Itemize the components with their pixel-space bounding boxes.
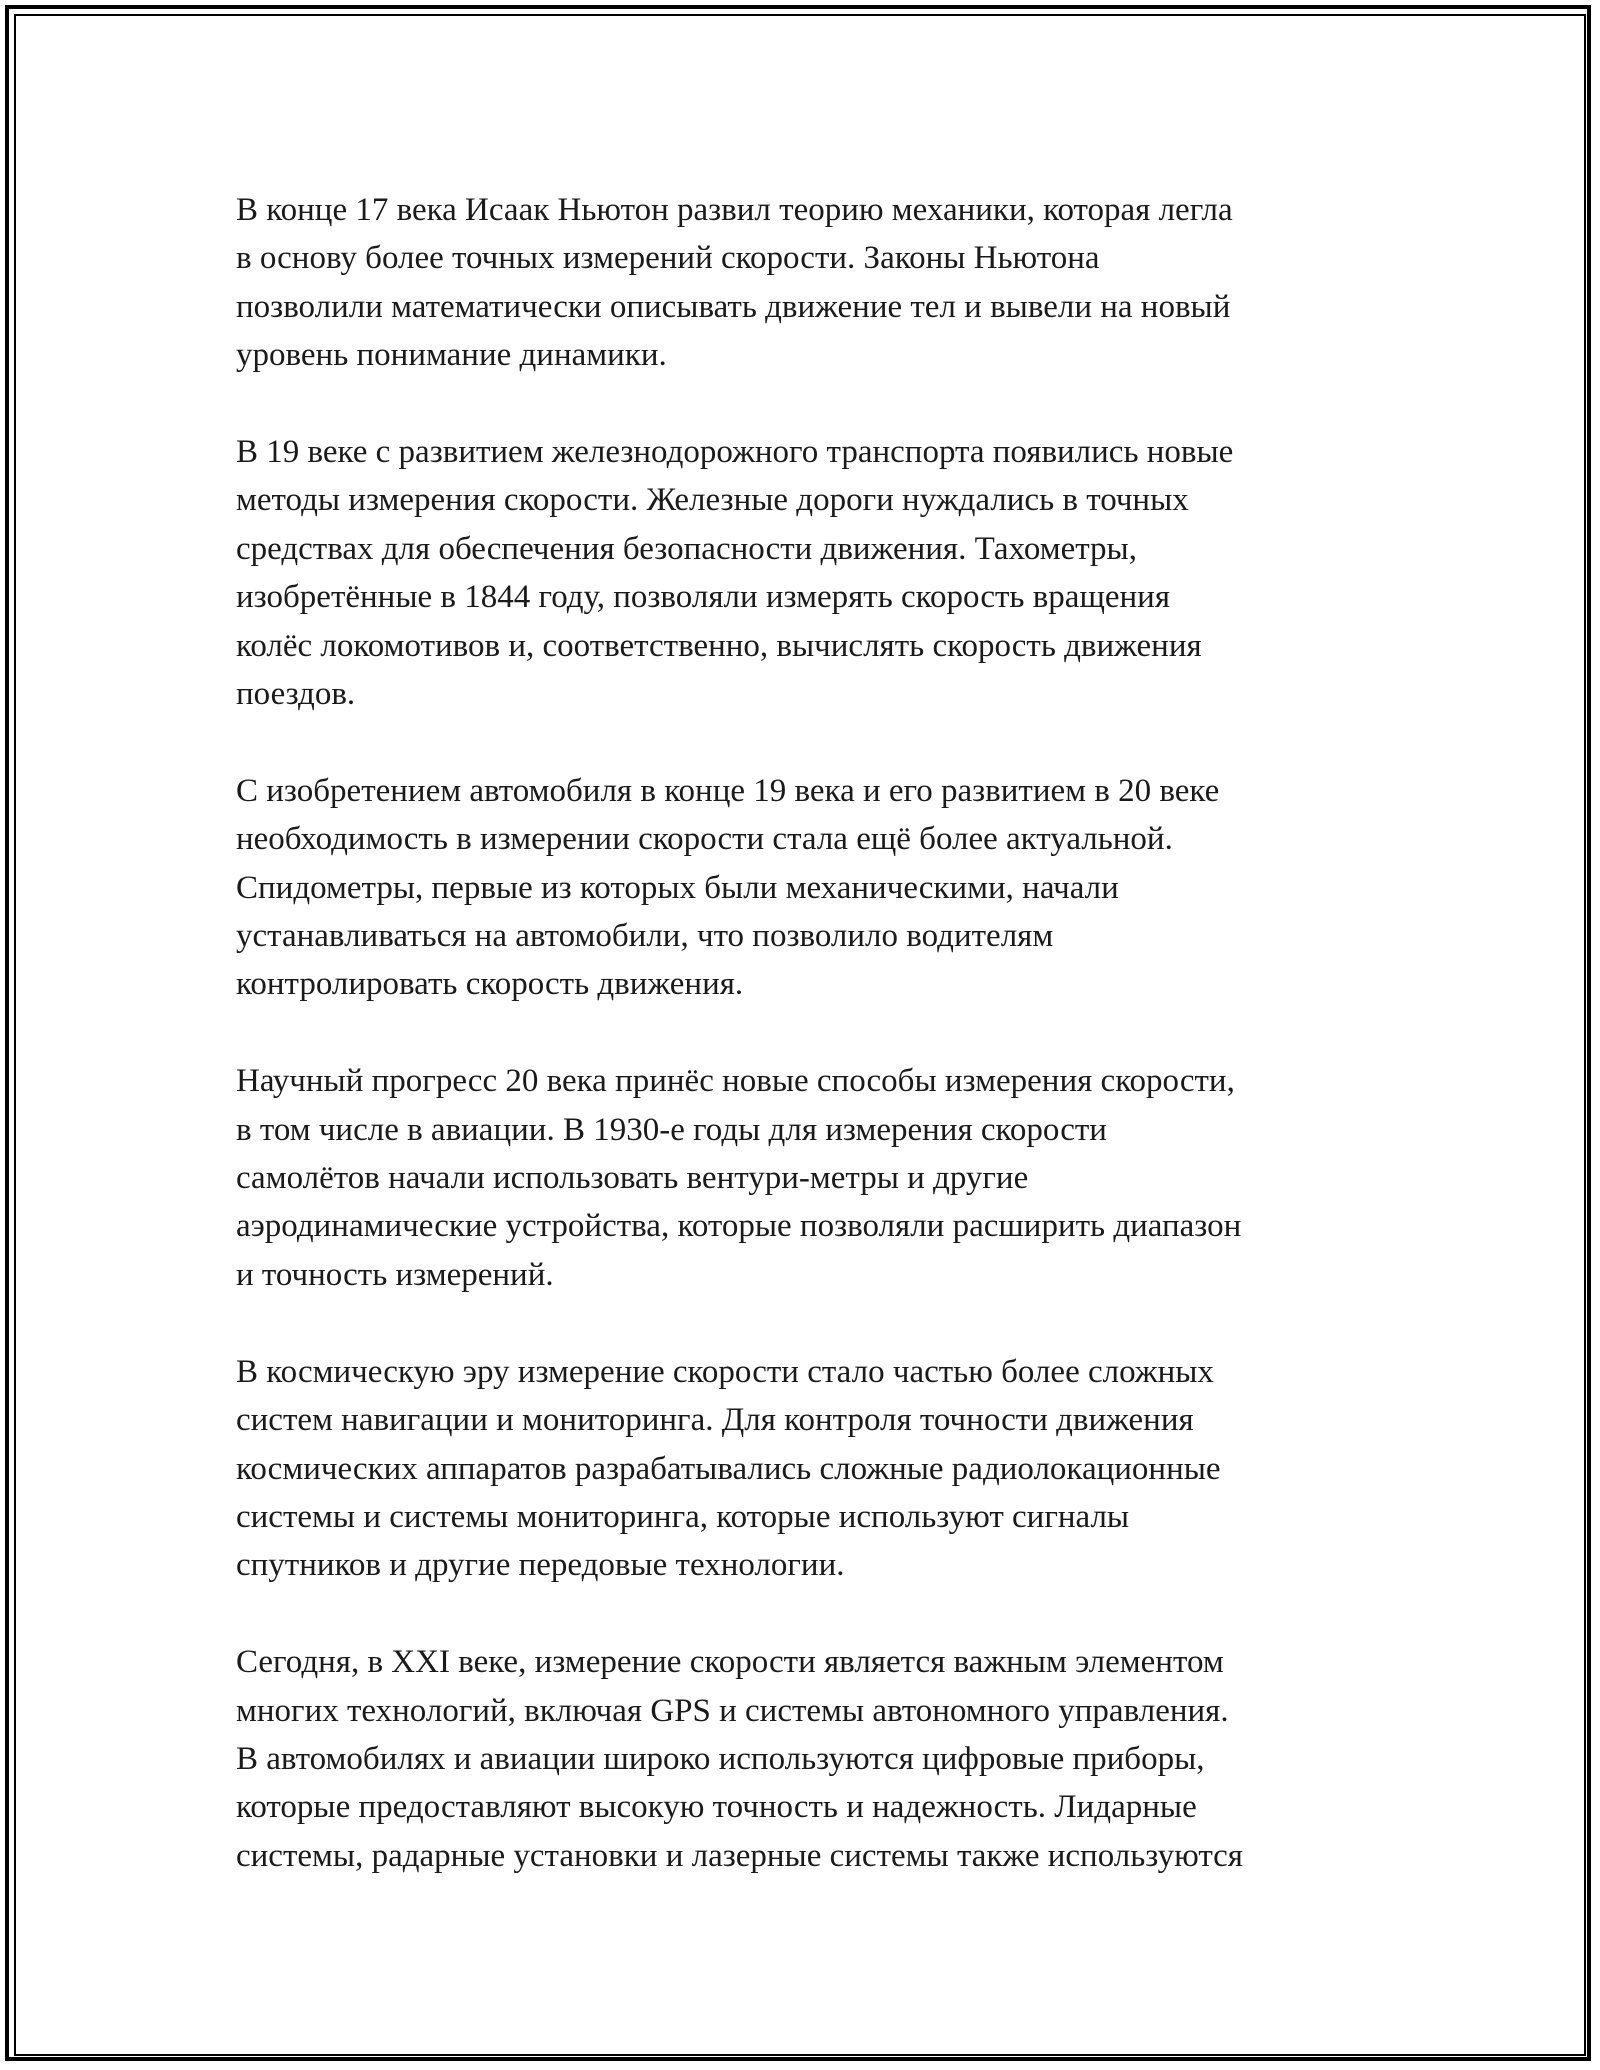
paragraph-space-era: В космическую эру измерение скорости стало частью более сложных систем навигации и мониторинга. Для контроля точности движения космических аппаратов разрабатывались сложные радиолокационные системы и системы мониторинга, которые используют сигналы спутников и другие передовые технологии. [236, 1353, 1221, 1584]
document-body [236, 186, 1366, 1929]
paragraph-21st-century: Сегодня, в XXI веке, измерение скорости является важным элементом многих технологий, включая GPS и системы автономного управления. В автомобилях и авиации широко используются цифровые приборы, которые предоставляют высокую точность и надежность. Лидарные системы, радарные установки и лазерные системы также используются [236, 1644, 1243, 1874]
paragraph-newton: В конце 17 века Исаак Ньютон развил теорию механики, которая легла в основу более точных измерений скорости. Законы Ньютона позволили математически описывать движение тел и вывели на новый уровень понимание динамики. [236, 192, 1233, 374]
paragraph-automobile: С изобретением автомобиля в конце 19 века и его развитием в 20 веке необходимость в измерении скорости стала ещё более актуальной. Спидометры, первые из которых были механическими, начали устанавливаться на автомобили, что позволило водителям контролировать скорость движения. [236, 772, 1220, 1003]
paragraph-aviation: Научный прогресс 20 века принёс новые способы измерения скорости, в том числе в авиации. В 1930-е годы для измерения скорости самолётов начали использовать вентури-метры и другие аэродинамические устройства, которые позволяли расширить диапазон и точность измерений. [236, 1063, 1242, 1293]
paragraph-railway: В 19 веке с развитием железнодорожного транспорта появились новые методы измерения скорости. Железные дороги нуждались в точных средствах для обеспечения безопасности движения. Тахометры, изобретённые в 1844 году, позволяли измерять скорость вращения колёс локомотивов и, соответственно, вычислять скорость движения поездов. [236, 434, 1234, 713]
